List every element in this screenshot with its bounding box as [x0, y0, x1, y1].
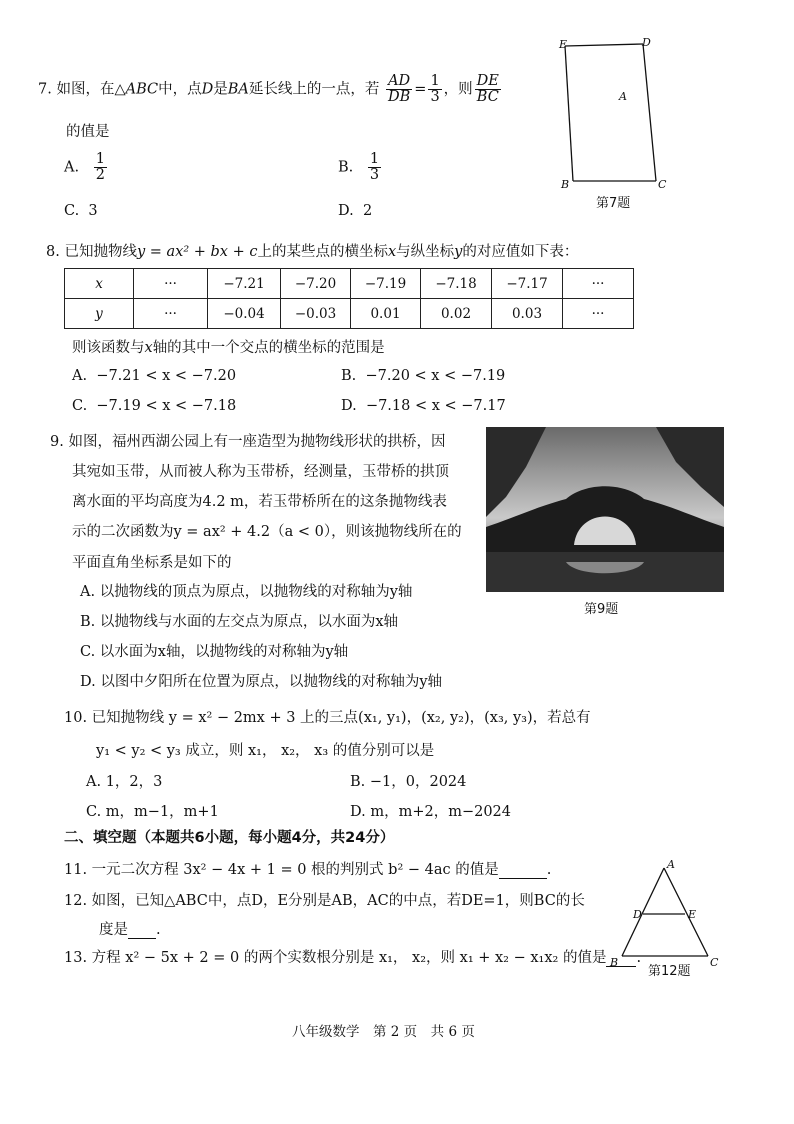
q7-seg-ed: [565, 44, 643, 46]
q7-label-b: B: [561, 178, 570, 188]
q7-frac-de-den: BC: [476, 89, 499, 105]
q12-figure-caption: 第12题: [648, 964, 691, 979]
q7-frac-ad-den: DB: [388, 89, 411, 105]
q7-option-a-letter: A.: [64, 159, 80, 176]
q12-line-1-text: 如图，已知△ABC中，点D，E分别是AB，AC的中点，若DE=1，则BC的长: [91, 893, 585, 909]
q7-figure: [555, 38, 675, 188]
q12-line-1: [64, 889, 585, 910]
q10-option-a-value: 1，2，3: [105, 774, 163, 790]
q7-frac-de-num: DE: [476, 73, 499, 89]
q9-option-a[interactable]: [80, 580, 412, 601]
q8-stem: [46, 240, 578, 261]
q10-option-d-value: m，m+2，m−2024: [370, 804, 512, 820]
q7-option-b[interactable]: [338, 152, 383, 183]
q8-option-b-letter: B.: [341, 368, 357, 384]
q8-option-c[interactable]: [72, 398, 236, 414]
q7-option-a-frac: [94, 152, 107, 183]
q7-text-a: 如图，在△: [56, 81, 126, 98]
table-cell: ···: [134, 269, 208, 299]
q10-number: 10.: [64, 710, 88, 726]
q9-bridge-photo: [486, 427, 724, 592]
q9-option-c-letter: C.: [80, 644, 96, 660]
q9-option-a-value: 以抛物线的顶点为原点，以抛物线的对称轴为y轴: [99, 584, 413, 600]
q7-seg-dc: [643, 44, 656, 181]
q7-text-e: ，则: [443, 81, 473, 98]
q7-seg-ba: BA: [227, 81, 249, 98]
table-cell: ···: [563, 299, 634, 329]
table-cell: 0.01: [351, 299, 421, 329]
q7-option-b-num: 1: [369, 151, 380, 167]
q13: [64, 946, 641, 967]
table-cell: −0.04: [208, 299, 281, 329]
table-cell: ···: [563, 269, 634, 299]
q12-label-c: C: [710, 956, 719, 968]
q9-option-a-letter: A.: [80, 584, 96, 600]
page-footer: 八年级数学 第 2 页 共 6 页: [292, 1024, 475, 1040]
q7-option-d-value: 2: [362, 203, 373, 219]
q11-answer-blank[interactable]: [499, 862, 547, 879]
q8-after-a: 则该函数与: [72, 340, 145, 356]
q12-label-e: E: [688, 908, 697, 921]
q13-answer-blank[interactable]: [606, 950, 636, 967]
q8-option-b[interactable]: [341, 368, 505, 384]
q7-frac-13-den: 3: [430, 89, 440, 105]
q9-option-c[interactable]: [80, 640, 348, 661]
q9-number: 9.: [50, 434, 64, 450]
q7-figure-caption: 第7题: [596, 196, 631, 211]
q10-option-b[interactable]: [350, 770, 466, 791]
q7-eq: =: [414, 81, 427, 98]
q13-number: 13.: [64, 950, 88, 966]
q7-option-a-den: 2: [95, 167, 105, 183]
q7-frac-ad-num: AD: [388, 73, 411, 89]
q7-option-a-num: 1: [95, 151, 105, 167]
q10-option-a-letter: A.: [86, 774, 102, 790]
q7-option-d-letter: D.: [338, 203, 354, 219]
q12-number: 12.: [64, 893, 88, 909]
q7-text-b: 中，点: [158, 81, 202, 98]
q7-label-d: D: [642, 38, 651, 49]
q12-label-b: B: [610, 956, 619, 968]
table-row: [65, 299, 634, 329]
q10-line-1: [64, 706, 591, 727]
q12-seg-ac: [664, 868, 708, 956]
table-cell: x: [65, 269, 134, 299]
table-cell: 0.03: [492, 299, 563, 329]
table-cell: 0.02: [421, 299, 492, 329]
q8-option-b-value: −7.20 < x < −7.19: [365, 368, 506, 384]
q7-option-c-letter: C.: [64, 203, 80, 219]
q9-line-3: 离水面的平均高度为4.2 m，若玉带桥所在的这条抛物线表: [72, 494, 447, 510]
q10-option-c-letter: C.: [86, 804, 102, 820]
q9-line-1-text: 如图，福州西湖公园上有一座造型为抛物线形状的拱桥，因: [68, 434, 446, 450]
q13-text: 方程 x² − 5x + 2 = 0 的两个实数根分别是 x₁， x₂，则 x₁ + x₂ − x₁x₂ 的值是: [91, 950, 607, 966]
q12-label-d: D: [633, 908, 642, 921]
q8-option-d[interactable]: [341, 398, 506, 414]
q10-line-1-text: 已知抛物线 y = x² − 2mx + 3 上的三点(x₁, y₁)，(x₂, y₂)，(x₃, y₃)，若总有: [91, 710, 591, 726]
q9-line-5: 平面直角坐标系是如下的: [72, 555, 232, 571]
q7-text-d: 延长线上的一点，若: [248, 81, 380, 98]
section-title: 二、填空题（本题共6小题，每小题4分，共24分）: [64, 830, 395, 846]
q7-text-c: 是: [213, 81, 228, 98]
q8-var-x: x: [387, 244, 397, 260]
q9-option-b[interactable]: [80, 610, 398, 631]
q7-tri: ABC: [125, 81, 159, 98]
q12-line-2: [99, 918, 161, 939]
q11-number: 11.: [64, 862, 88, 878]
q10-option-c[interactable]: [86, 800, 219, 821]
q7-option-b-frac: [368, 152, 381, 183]
q8-text-c: 与纵坐标: [396, 244, 455, 260]
q8-option-a-letter: A.: [72, 368, 88, 384]
q9-figure-caption: 第9题: [584, 602, 619, 617]
q11-end: .: [546, 862, 552, 878]
q9-option-d-letter: D.: [80, 674, 96, 690]
q7-frac-one-third: [428, 74, 441, 105]
q8-option-c-value: −7.19 < x < −7.18: [96, 398, 237, 414]
table-cell: ···: [134, 299, 208, 329]
table-cell: y: [65, 299, 134, 329]
q7-label-a: A: [619, 90, 627, 103]
table-cell: −0.03: [281, 299, 351, 329]
table-cell: −7.17: [492, 269, 563, 299]
q8-text-a: 已知抛物线: [64, 244, 137, 260]
q7-label-e: E: [559, 38, 568, 51]
q12-end: .: [156, 922, 161, 938]
q8-option-c-letter: C.: [72, 398, 88, 414]
q10-option-d-letter: D.: [350, 804, 366, 820]
table-cell: −7.18: [421, 269, 492, 299]
q8-option-d-value: −7.18 < x < −7.17: [365, 398, 506, 414]
q9-option-d-value: 以图中夕阳所在位置为原点，以抛物线的对称轴为y轴: [100, 674, 443, 690]
q7-number: 7.: [38, 81, 52, 98]
q10-option-c-value: m，m−1，m+1: [105, 804, 219, 820]
q7-stem: [38, 74, 503, 105]
q8-after-x: x: [144, 340, 153, 356]
table-cell: −7.20: [281, 269, 351, 299]
q9-option-b-letter: B.: [80, 614, 96, 630]
q10-option-b-letter: B.: [350, 774, 366, 790]
q7-pt-d: D: [201, 81, 214, 98]
q11: [64, 858, 551, 879]
q7-option-b-den: 3: [369, 167, 380, 183]
q8-number: 8.: [46, 244, 60, 260]
q8-formula: y = ax² + bx + c: [136, 244, 258, 260]
table-row: [65, 269, 634, 299]
q11-text: 一元二次方程 3x² − 4x + 1 = 0 根的判别式 b² − 4ac 的值是: [91, 862, 499, 878]
table-cell: −7.19: [351, 269, 421, 299]
q8-text-b: 上的某些点的横坐标: [257, 244, 388, 260]
q8-text-d: 的对应值如下表：: [462, 244, 579, 260]
q7-seg-eb: [565, 46, 573, 181]
q8-option-a[interactable]: [72, 368, 236, 384]
q8-option-a-value: −7.21 < x < −7.20: [96, 368, 237, 384]
q8-after-b: 轴的其中一个交点的横坐标的范围是: [152, 340, 385, 356]
q12-label-a: A: [667, 858, 675, 871]
q10-option-d[interactable]: [350, 800, 511, 821]
q7-option-d[interactable]: [338, 203, 372, 219]
q9-option-d[interactable]: [80, 670, 442, 691]
q10-line-2: y₁ < y₂ < y₃ 成立，则 x₁， x₂， x₃ 的值分别可以是: [96, 743, 435, 759]
table-cell: −7.21: [208, 269, 281, 299]
q9-line-2: 其宛如玉带，从而被人称为玉带桥，经测量，玉带桥的拱顶: [72, 464, 449, 480]
q12-answer-blank[interactable]: [128, 922, 156, 939]
q8-option-d-letter: D.: [341, 398, 357, 414]
q7-frac-ad-db: [386, 74, 412, 105]
q9-option-b-value: 以抛物线与水面的左交点为原点，以水面为x轴: [99, 614, 399, 630]
q8-after-table: [72, 336, 385, 357]
q9-option-c-value: 以水面为x轴，以抛物线的对称轴为y轴: [99, 644, 349, 660]
q7-option-a[interactable]: [64, 152, 109, 183]
q12-seg-ab: [622, 868, 664, 956]
q8-var-y: y: [454, 244, 463, 260]
q12-line-2-text: 度是: [99, 922, 128, 938]
q8-table: [64, 268, 634, 329]
q7-option-c-value: 3: [88, 203, 98, 219]
q10-option-b-value: −1，0，2024: [369, 774, 467, 790]
q7-label-c: C: [658, 178, 667, 188]
q7-frac-13-num: 1: [430, 73, 440, 89]
q7-line2: 的值是: [66, 124, 110, 140]
q7-option-b-letter: B.: [338, 159, 354, 176]
q9-line-4: 示的二次函数为y = ax² + 4.2（a < 0），则该抛物线所在的: [72, 524, 462, 540]
q13-end: .: [636, 950, 642, 966]
q7-option-c[interactable]: [64, 203, 98, 219]
q10-option-a[interactable]: [86, 770, 162, 791]
q9-line-1: [50, 430, 445, 451]
q7-frac-de-bc: [475, 74, 501, 105]
